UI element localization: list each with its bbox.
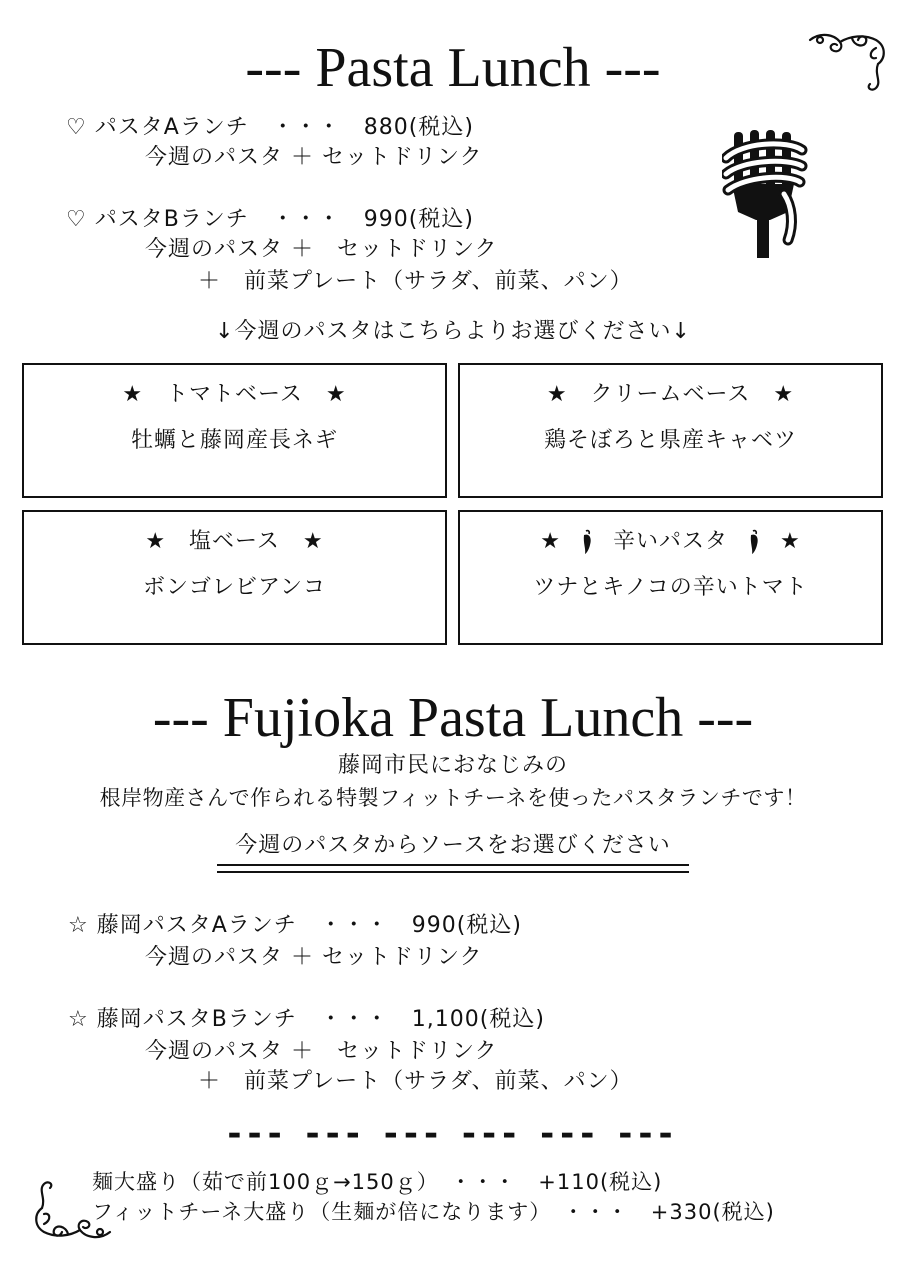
dashed-separator: --- --- --- --- --- --- — [227, 1114, 679, 1154]
fujioka-menu-b-description-extra: ＋ 前菜プレート（サラダ、前菜、パン） — [198, 1069, 633, 1094]
menu-a-description: 今週のパスタ ＋ セットドリンク — [145, 145, 483, 170]
sauce-box-pasta: ツナとキノコの辛いトマト — [533, 575, 808, 600]
choose-sauce-heading: 今週のパスタからソースをお選びください — [235, 833, 671, 858]
selection-prompt: ↓今週のパスタはこちらよりお選びください↓ — [215, 319, 691, 344]
fujioka-menu-a-name: ☆ 藤岡パスタAランチ ・・・ 990(税込) — [68, 913, 522, 938]
chili-pepper-icon — [746, 529, 762, 555]
fujioka-menu-b-name: ☆ 藤岡パスタBランチ ・・・ 1,100(税込) — [68, 1007, 545, 1032]
sauce-box-salt — [22, 510, 447, 645]
menu-b-name: ♡ パスタBランチ ・・・ 990(税込) — [66, 207, 474, 232]
double-underline — [217, 864, 689, 873]
intro-line-1: 藤岡市民におなじみの — [337, 753, 568, 778]
option-large-noodles: 麺大盛り（茹で前100ｇ→150ｇ） ・・・ +110(税込) — [92, 1170, 663, 1194]
intro-line-2: 根岸物産さんで作られる特製フィットチーネを使ったパスタランチです！ — [99, 786, 807, 810]
sauce-box-heading: ★ 塩ベース ★ — [145, 529, 324, 554]
star-left: ★ — [540, 529, 561, 554]
sauce-box-cream — [458, 363, 883, 498]
sauce-box-pasta: 鶏そぼろと県産キャベツ — [543, 428, 797, 453]
fork-with-pasta-icon — [722, 128, 808, 260]
menu-b-description-extra: ＋ 前菜プレート（サラダ、前菜、パン） — [198, 269, 633, 294]
sauce-box-tomato — [22, 363, 447, 498]
fujioka-menu-a-description: 今週のパスタ ＋ セットドリンク — [145, 945, 483, 970]
sauce-box-heading: ★ クリームベース ★ — [546, 382, 795, 407]
section-title: --- Fujioka Pasta Lunch --- — [152, 687, 754, 749]
sauce-box-pasta: ボンゴレビアンコ — [142, 575, 327, 600]
menu-a-name: ♡ パスタAランチ ・・・ 880(税込) — [66, 115, 474, 140]
fujioka-menu-b-description: 今週のパスタ ＋ セットドリンク — [145, 1039, 498, 1064]
star-right: ★ — [780, 529, 801, 554]
menu-b-description: 今週のパスタ ＋ セットドリンク — [145, 237, 498, 262]
sauce-box-spicy — [458, 510, 883, 645]
sauce-box-heading — [460, 528, 881, 556]
chili-pepper-icon — [579, 529, 595, 555]
sauce-box-heading: ★ トマトベース ★ — [122, 382, 347, 407]
sauce-box-pasta: 牡蠣と藤岡産長ネギ — [130, 428, 338, 453]
page-title: --- Pasta Lunch --- — [245, 37, 661, 99]
spicy-label: 辛いパスタ — [612, 529, 728, 554]
option-large-fettuccine: フィットチーネ大盛り（生麺が倍になります） ・・・ +330(税込) — [92, 1200, 775, 1224]
